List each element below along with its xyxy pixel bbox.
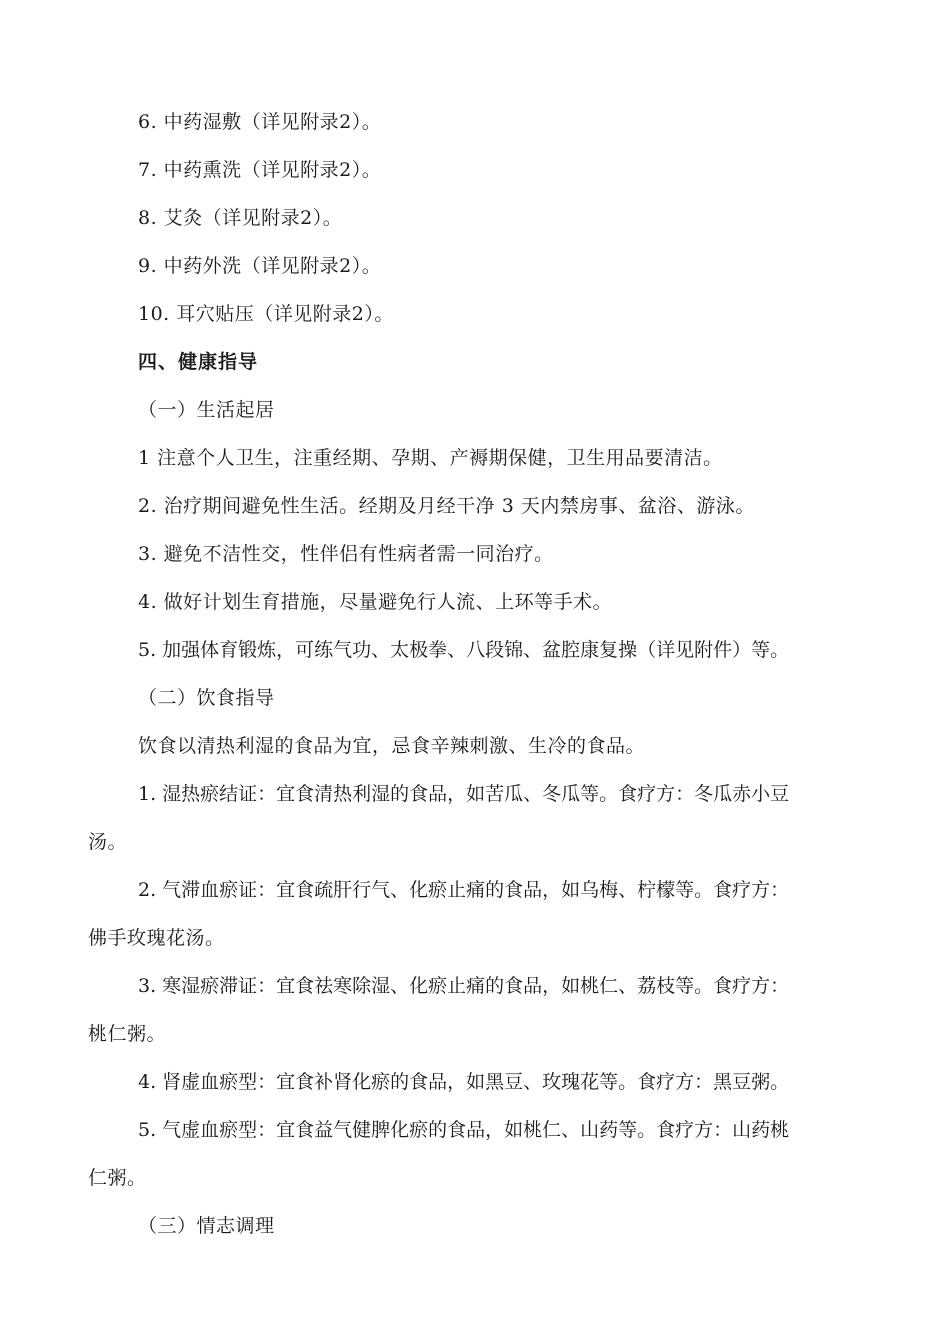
living-item: 1 注意个人卫生，注重经期、孕期、产褥期保健，卫生用品要清洁。	[138, 447, 723, 469]
therapy-item: 7. 中药熏洗（详见附录2）。	[138, 159, 382, 181]
diet-item: 4. 肾虚血瘀型：宜食补肾化瘀的食品，如黑豆、玫瑰花等。食疗方：黑豆粥。	[138, 1071, 790, 1093]
diet-item: 5. 气虚血瘀型：宜食益气健脾化瘀的食品，如桃仁、山药等。食疗方：山药桃	[138, 1119, 790, 1141]
diet-intro: 饮食以清热利湿的食品为宜，忌食辛辣刺激、生冷的食品。	[138, 735, 646, 757]
diet-item-continuation: 汤。	[88, 831, 128, 853]
diet-item-continuation: 佛手玫瑰花汤。	[88, 927, 225, 949]
therapy-item: 8. 艾灸（详见附录2）。	[138, 207, 343, 229]
subsection-heading: （一）生活起居	[138, 399, 275, 421]
section-heading: 四、健康指导	[138, 351, 259, 373]
therapy-item: 9. 中药外洗（详见附录2）。	[138, 255, 382, 277]
therapy-item: 6. 中药湿敷（详见附录2）。	[138, 111, 382, 133]
diet-item: 3. 寒湿瘀滞证：宜食祛寒除湿、化瘀止痛的食品，如桃仁、荔枝等。食疗方：	[138, 975, 790, 997]
living-item: 2. 治疗期间避免性生活。经期及月经干净 3 天内禁房事、盆浴、游泳。	[138, 495, 755, 517]
diet-item-continuation: 仁粥。	[88, 1167, 147, 1189]
living-item: 3. 避免不洁性交，性伴侣有性病者需一同治疗。	[138, 543, 554, 565]
diet-item: 2. 气滞血瘀证：宜食疏肝行气、化瘀止痛的食品，如乌梅、柠檬等。食疗方：	[138, 879, 790, 901]
living-item: 5. 加强体育锻炼，可练气功、太极拳、八段锦、盆腔康复操（详见附件）等。	[138, 639, 790, 661]
subsection-heading: （二）饮食指导	[138, 687, 275, 709]
living-item: 4. 做好计划生育措施，尽量避免行人流、上环等手术。	[138, 591, 613, 613]
diet-item: 1. 湿热瘀结证：宜食清热利湿的食品，如苦瓜、冬瓜等。食疗方：冬瓜赤小豆	[138, 783, 790, 805]
diet-item-continuation: 桃仁粥。	[88, 1023, 167, 1045]
subsection-heading: （三）情志调理	[138, 1215, 275, 1237]
therapy-item: 10. 耳穴贴压（详见附录2）。	[138, 303, 394, 325]
